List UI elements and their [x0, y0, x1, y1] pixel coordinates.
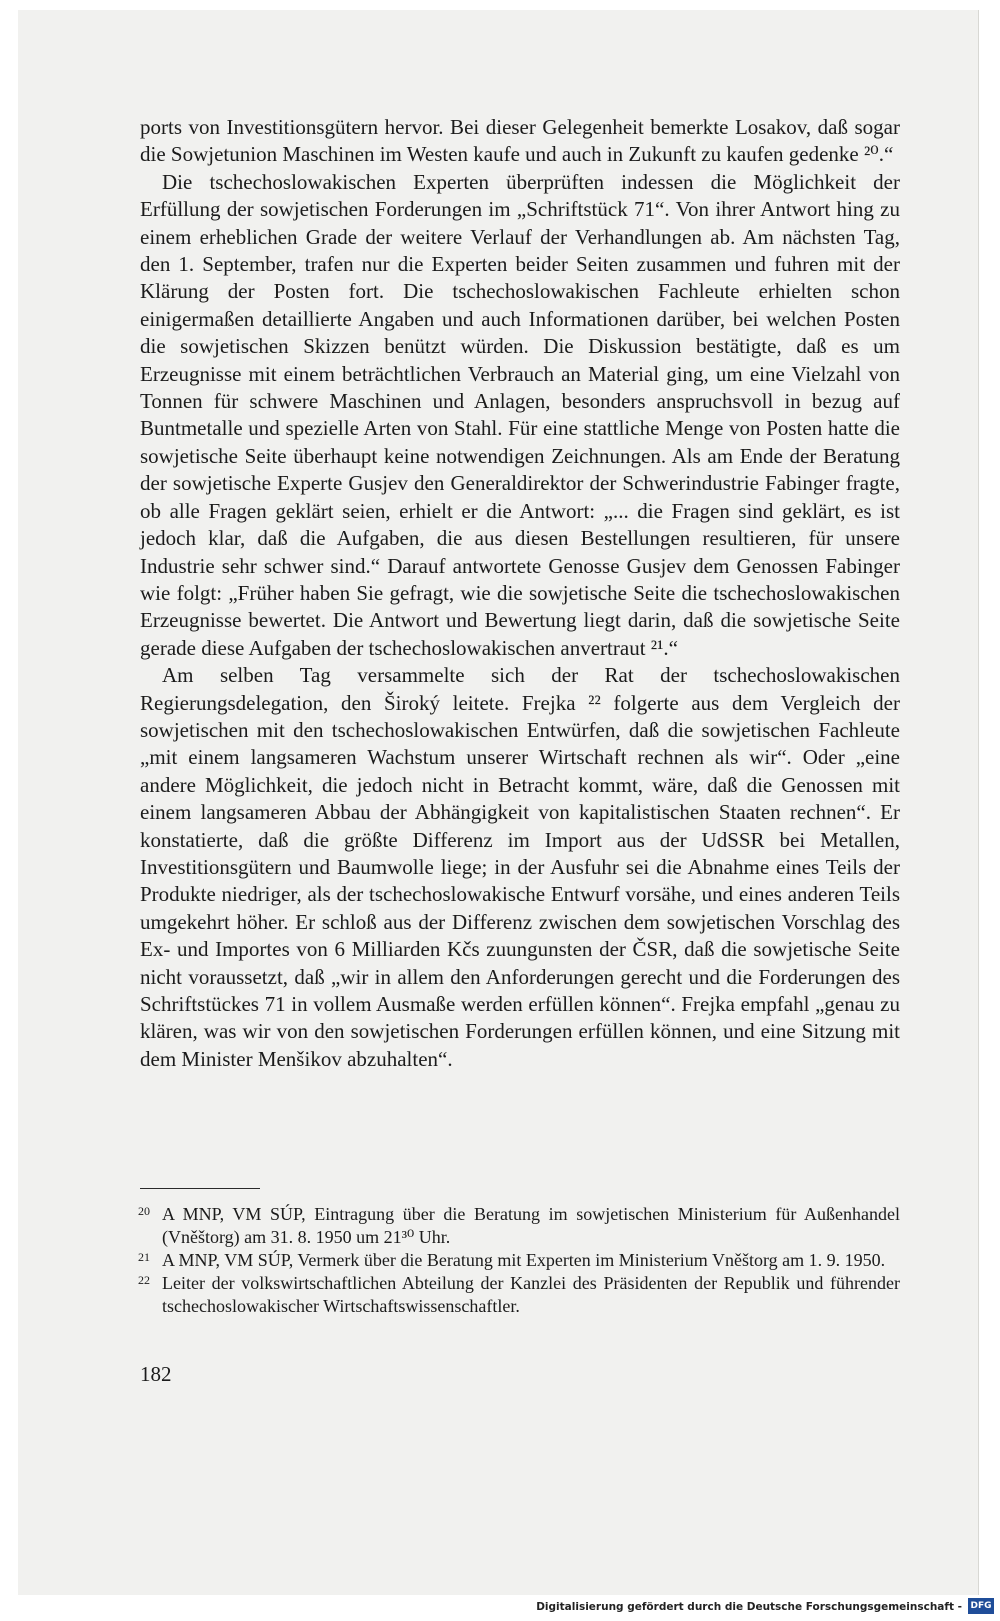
page-number: 182: [140, 1362, 172, 1386]
footnote-text: Leiter der volkswirtschaftlichen Abteilung der Kanzlei des Präsidenten der Republik und führender tschechoslowakischer Wirtschaftswissenschaftler.: [162, 1273, 900, 1316]
footnotes: [138, 1203, 900, 1318]
footnote-separator: [140, 1188, 260, 1189]
footnote: [138, 1203, 900, 1249]
footnote-text: A MNP, VM SÚP, Vermerk über die Beratung mit Experten im Ministerium Vněštorg am 1. 9. 1950.: [162, 1250, 886, 1270]
footnote-number: 22: [138, 1273, 150, 1287]
footnote-number: 21: [138, 1250, 150, 1264]
dfg-logo: DFG: [968, 1598, 994, 1614]
digitization-credit: Digitalisierung gefördert durch die Deutsche Forschungsgemeinschaft -: [536, 1601, 962, 1613]
footnote: [138, 1272, 900, 1318]
footnote-number: 20: [138, 1204, 150, 1218]
paragraph: ports von Investitionsgütern hervor. Bei dieser Gelegenheit bemerkte Losakov, daß sogar die Sowjetunion Maschinen im Westen kaufe und auch in Zukunft zu kaufen gedenke ²⁰.“: [140, 115, 900, 167]
body-text: [140, 114, 900, 1073]
paragraph: Die tschechoslowakischen Experten überprüften indessen die Möglichkeit der Erfüllung der sowjetischen Forderungen im „Schriftstück 71“. Von ihrer Antwort hing zu einem erheblichen Grade der weitere Verlauf der Verhandlungen ab. Am nächsten Tag, den 1. September, trafen nur die Experten beider Seiten zusammen und fuhren mit der Klärung der Posten fort. Die tschechoslowakischen Fachleute erhielten schon einigermaßen detaillierte Angaben und auch Informationen darüber, bei welchen Posten die sowjetischen Skizzen benützt würden. Die Diskussion bestätigte, daß es um Erzeugnisse mit einem beträchtlichen Verbrauch an Material ging, um eine Vielzahl von Tonnen für schwere Maschinen und Anlagen, besonders anspruchsvoll in bezug auf Buntmetalle und spezielle Arten von Stahl. Für eine stattliche Menge von Posten hatte die sowjetische Seite überhaupt keine notwendigen Zeichnungen. Als am Ende der Beratung der sowjetische Experte Gusjev den Generaldirektor der Schwerindustrie Fabinger fragte, ob alle Fragen geklärt seien, erhielt er die Antwort: „... die Fragen sind geklärt, es ist jedoch klar, daß die Aufgaben, die aus diesen Bestellungen resultieren, für unsere Industrie sehr schwer sind.“ Darauf antwortete Genosse Gusjev dem Genossen Fabinger wie folgt: „Früher haben Sie gefragt, wie die sowjetische Seite die tschechoslowakischen Erzeugnisse bewertet. Die Antwort und Bewertung liegt darin, daß die sowjetische Seite gerade diese Aufgaben der tschechoslowakischen anvertraut ²¹.“: [140, 169, 900, 660]
footnote-text: A MNP, VM SÚP, Eintragung über die Beratung im sowjetischen Ministerium für Außenhandel (Vněštorg) am 31. 8. 1950 um 21³⁰ Uhr.: [162, 1204, 900, 1247]
footnote: [138, 1249, 900, 1272]
paragraph: Am selben Tag versammelte sich der Rat der tschechoslowakischen Regierungsdelegation, den Široký leitete. Frejka ²² folgerte aus dem Vergleich der sowjetischen mit den tschechoslowakischen Entwürfen, daß die sowjetischen Fachleute „mit einem langsameren Wachstum unserer Wirtschaft rechnen als wir“. Oder „eine andere Möglichkeit, die jedoch nicht in Betracht kommt, wäre, daß die Genossen mit einem langsameren Abbau der Abhängigkeit von kapitalistischen Staaten rechnen“. Er konstatierte, daß die größte Differenz im Import aus der UdSSR bei Metallen, Investitionsgütern und Baumwolle liege; in der Ausfuhr sei die Abnahme eines Teils der Produkte niedriger, als der tschechoslowakische Entwurf vorsähe, und eines anderen Teils umgekehrt höher. Er schloß aus der Differenz zwischen dem sowjetischen Vorschlag des Ex- und Importes von 6 Milliarden Kčs zuungunsten der ČSR, daß die sowjetische Seite nicht voraussetzt, daß „wir in allem den Anforderungen gerecht und die Forderungen des Schriftstückes 71 in vollem Ausmaße werden erfüllen können“. Frejka empfahl „genau zu klären, was wir von den sowjetischen Forderungen erfüllen können, und eine Sitzung mit dem Minister Menšikov abzuhalten“.: [140, 663, 900, 1071]
